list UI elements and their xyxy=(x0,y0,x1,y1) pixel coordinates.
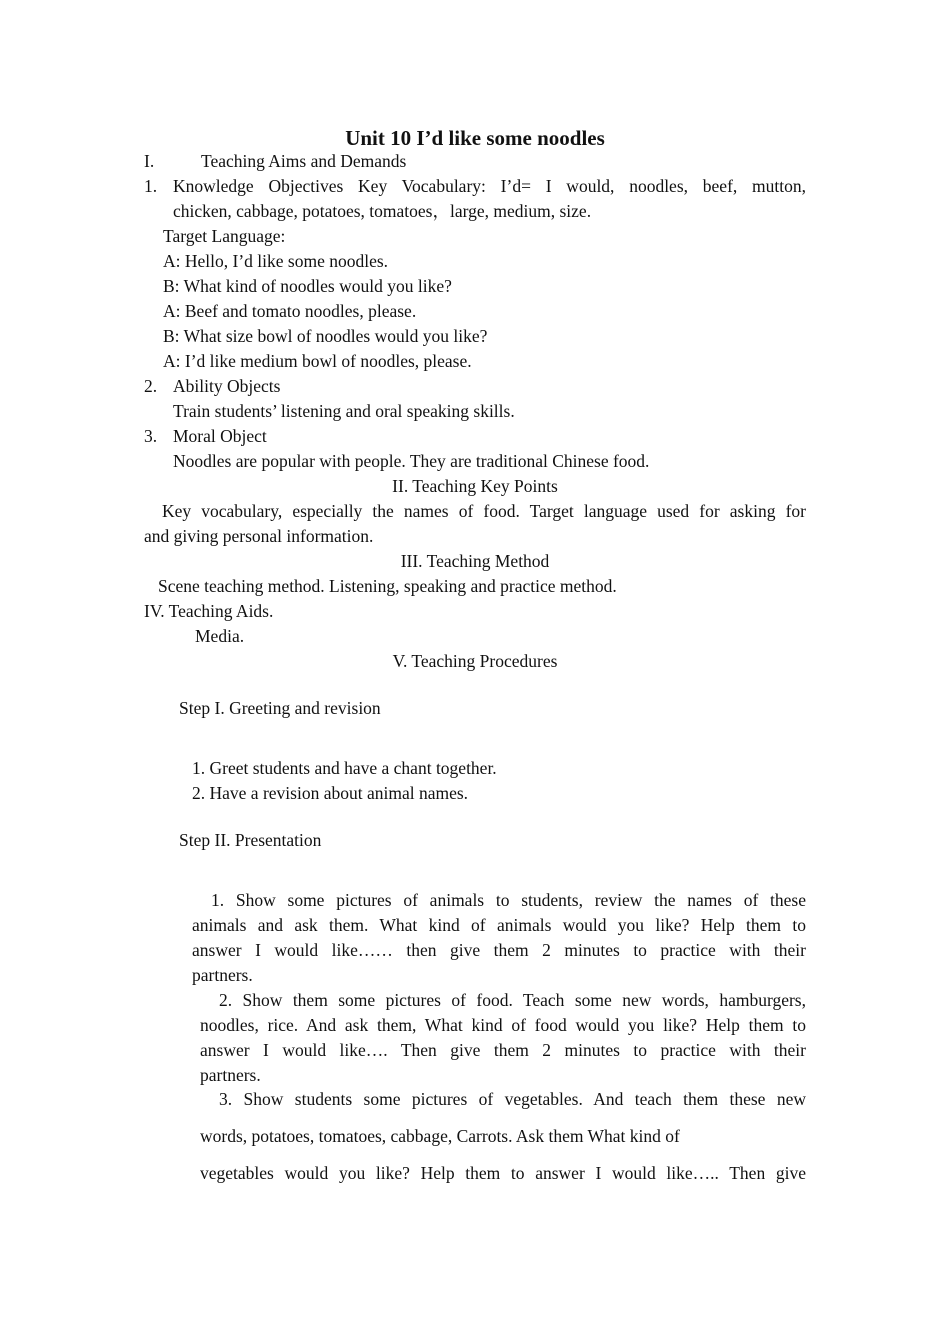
step-2-p2-line xyxy=(200,1013,806,1038)
step-2-p1-line xyxy=(211,888,806,913)
step-2-p1-line-text: animals and ask them. What kind of animals would you like? Help them to xyxy=(192,915,806,935)
section-4-text: Media. xyxy=(195,626,245,646)
section-5-heading: V. Teaching Procedures xyxy=(392,651,558,671)
section-1-heading: Teaching Aims and Demands xyxy=(201,151,407,171)
dialogue-line: A: Beef and tomato noodles, please. xyxy=(163,301,417,321)
step-2-p3-line-text: words, potatoes, tomatoes, cabbage, Carrots. Ask them What kind of xyxy=(200,1126,680,1146)
page-title: Unit 10 I’d like some noodles xyxy=(345,126,605,150)
step-2-p1-line: partners. xyxy=(192,965,253,985)
dialogue-line: A: Hello, I’d like some noodles. xyxy=(163,251,389,271)
dialogue-line: B: What kind of noodles would you like? xyxy=(163,276,452,296)
item-1-line-1-text: Knowledge Objectives Key Vocabulary: I’d= I would, noodles, beef, mutton, xyxy=(173,176,806,196)
step-2-p2-line-text: 2. Show them some pictures of food. Teach some new words, hamburgers, xyxy=(219,990,806,1010)
section-2-line-2: and giving personal information. xyxy=(144,526,374,546)
step-2-p3-line xyxy=(200,1161,806,1186)
step-2-heading: Step II. Presentation xyxy=(179,830,322,850)
item-2-text: Train students’ listening and oral speaking skills. xyxy=(173,401,515,421)
item-3-heading: Moral Object xyxy=(173,426,267,446)
step-1-item: 1. Greet students and have a chant together. xyxy=(192,758,497,778)
step-2-p3-line-text: 3. Show students some pictures of vegetables. And teach them these new xyxy=(219,1089,806,1109)
section-3-heading: III. Teaching Method xyxy=(400,551,550,571)
item-1-line-1 xyxy=(173,174,806,199)
step-1-item: 2. Have a revision about animal names. xyxy=(192,783,469,803)
step-2-p2-line xyxy=(219,988,806,1013)
section-2-heading: II. Teaching Key Points xyxy=(392,476,558,496)
section-2-line-1-text: Key vocabulary, especially the names of food. Target language used for asking for xyxy=(162,501,806,521)
item-1-number: 1. xyxy=(144,176,158,196)
item-3-number: 3. xyxy=(144,426,158,446)
step-2-p1-line xyxy=(192,913,806,938)
step-2-p3-line xyxy=(200,1124,806,1149)
step-1-heading: Step I. Greeting and revision xyxy=(179,698,381,718)
step-2-p1-line-text: 1. Show some pictures of animals to students, review the names of these xyxy=(211,890,806,910)
item-2-heading: Ability Objects xyxy=(173,376,281,396)
section-1-number: I. xyxy=(144,151,155,171)
item-2-number: 2. xyxy=(144,376,158,396)
section-2-line-1 xyxy=(162,499,806,524)
target-language-label: Target Language: xyxy=(163,226,286,246)
step-2-p2-line-text: answer I would like…. Then give them 2 minutes to practice with their xyxy=(200,1040,806,1060)
section-4-heading: IV. Teaching Aids. xyxy=(144,601,274,621)
step-2-p3-line-text: vegetables would you like? Help them to answer I would like….. Then give xyxy=(200,1163,806,1183)
step-2-p2-line: partners. xyxy=(200,1065,261,1085)
step-2-p1-line xyxy=(192,938,806,963)
section-3-text: Scene teaching method. Listening, speaking and practice method. xyxy=(158,576,617,596)
item-1-line-2: chicken, cabbage, potatoes, tomatoes，large, medium, size. xyxy=(173,201,592,221)
step-2-p2-line xyxy=(200,1038,806,1063)
step-2-p3-line xyxy=(219,1087,806,1112)
step-2-p1-line-text: answer I would like…… then give them 2 minutes to practice with their xyxy=(192,940,806,960)
step-2-p2-line-text: noodles, rice. And ask them, What kind of food would you like? Help them to xyxy=(200,1015,806,1035)
item-3-text: Noodles are popular with people. They are traditional Chinese food. xyxy=(173,451,650,471)
dialogue-line: B: What size bowl of noodles would you like? xyxy=(163,326,488,346)
dialogue-line: A: I’d like medium bowl of noodles, please. xyxy=(163,351,472,371)
